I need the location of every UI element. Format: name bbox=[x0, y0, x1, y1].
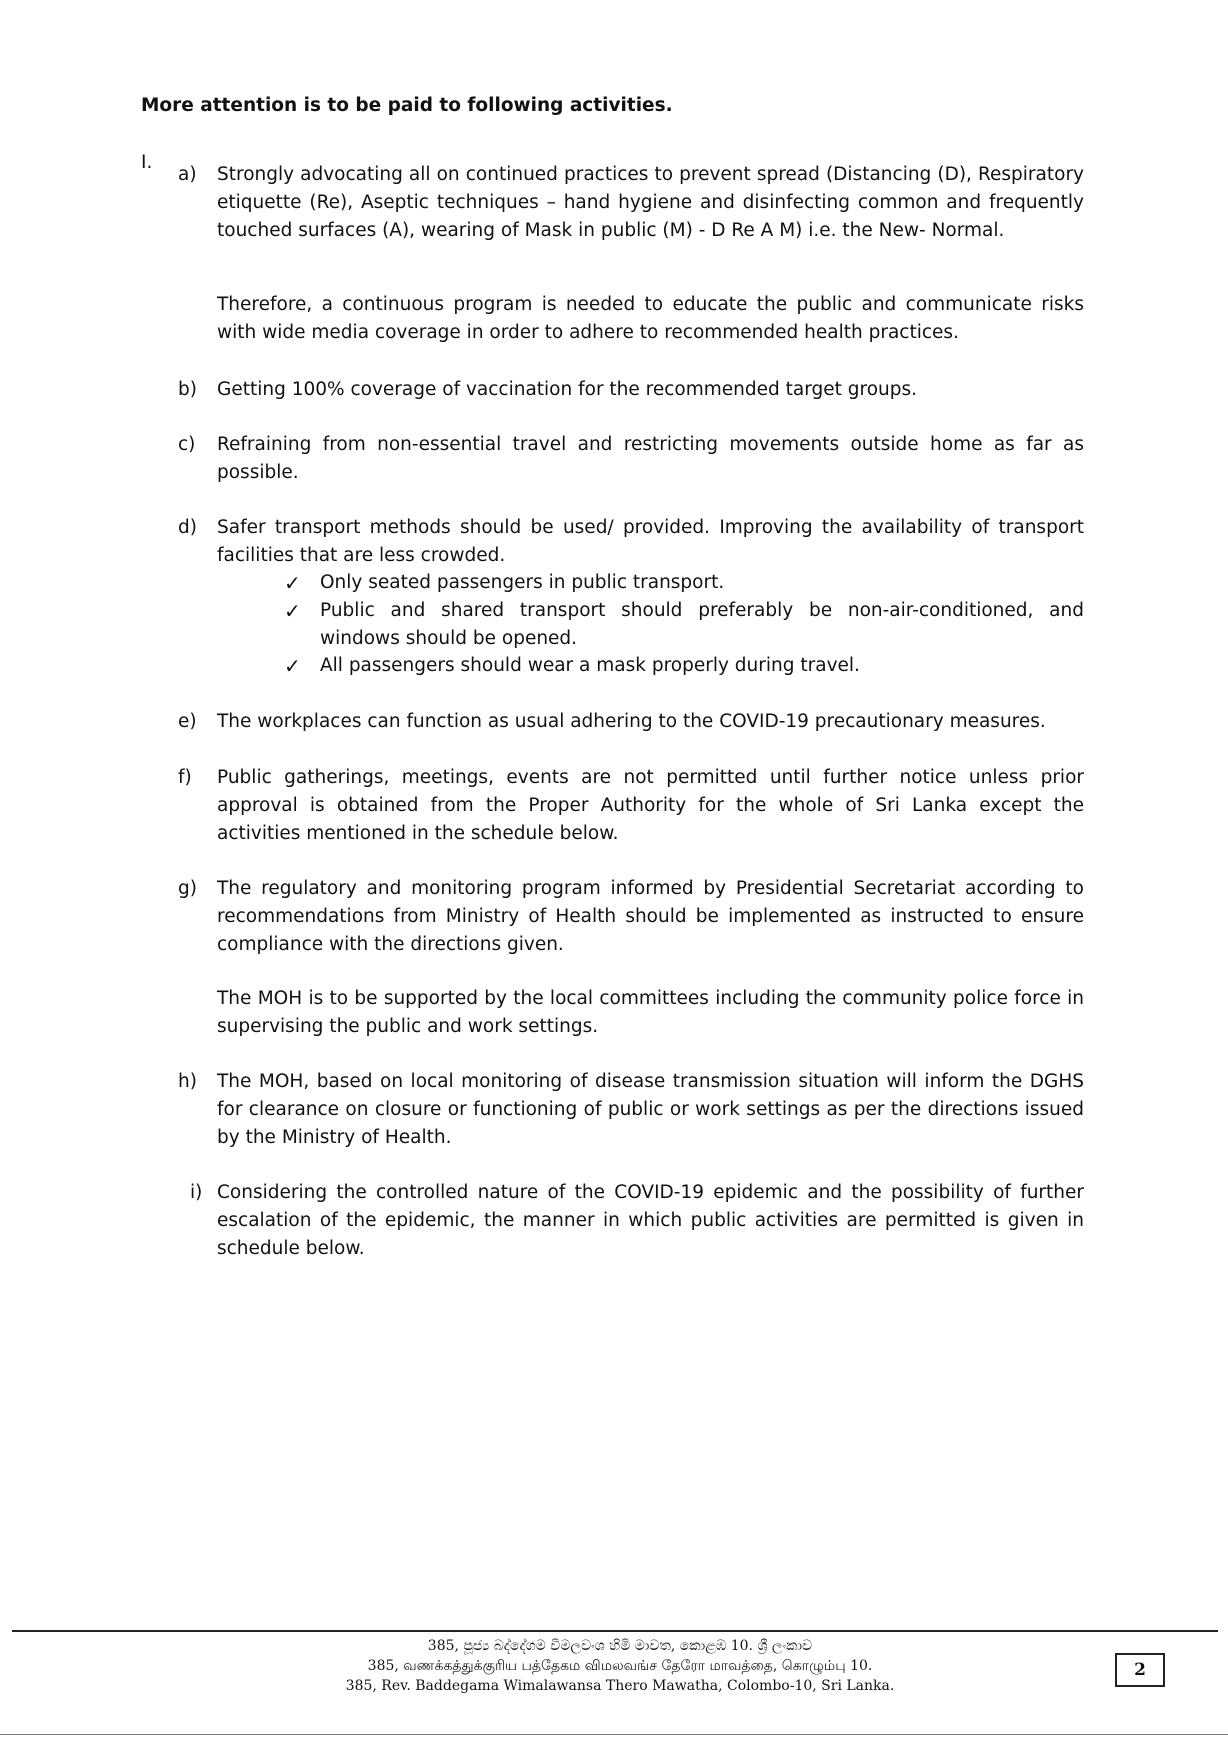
check-item-text: Only seated passengers in public transport. bbox=[320, 572, 725, 593]
item-text: The MOH, based on local monitoring of disease transmission situation will inform the DGHS for clearance on closure or functioning of public or work settings as per the directions issued by the Ministry of Health. bbox=[217, 1071, 1084, 1148]
page-bottom-edge bbox=[0, 1734, 1228, 1735]
item-marker: g) bbox=[178, 878, 197, 899]
list-item-i bbox=[178, 1179, 1084, 1263]
check-item bbox=[284, 597, 1084, 653]
list-item-f bbox=[178, 764, 1084, 848]
item-text: The workplaces can function as usual adhering to the COVID-19 precautionary measures. bbox=[217, 711, 1046, 732]
item-marker: b) bbox=[178, 379, 197, 400]
list-item-c bbox=[178, 431, 1084, 487]
checkmark-icon: ✓ bbox=[284, 654, 301, 678]
checkmark-icon: ✓ bbox=[284, 571, 301, 595]
footer-address-tamil: 385, வணக்கத்துக்குரிய பத்தேகம விமலவங்ச தேரோ மாவத்தை, கொழும்பு 10. bbox=[367, 1658, 873, 1674]
item-marker: d) bbox=[178, 517, 197, 538]
list-item-a bbox=[178, 161, 1084, 245]
item-text: Public gatherings, meetings, events are not permitted until further notice unless prior approval is obtained from the Proper Authority for the whole of Sri Lanka except the activities mentioned in the schedule below. bbox=[217, 767, 1084, 844]
item-g-note: The MOH is to be supported by the local committees including the community police force in supervising the public and work settings. bbox=[217, 988, 1084, 1037]
item-a-note: Therefore, a continuous program is needed to educate the public and communicate risks with wide media coverage in order to adhere to recommended health practices. bbox=[217, 294, 1084, 343]
item-marker: h) bbox=[178, 1071, 197, 1092]
list-item-d bbox=[178, 514, 1084, 570]
footer-divider bbox=[12, 1630, 1218, 1632]
list-item-b bbox=[178, 376, 1084, 404]
check-item-text: All passengers should wear a mask properly during travel. bbox=[320, 655, 860, 676]
item-marker: f) bbox=[178, 767, 192, 788]
item-text: The regulatory and monitoring program informed by Presidential Secretariat according to recommendations from Ministry of Health should be implemented as instructed to ensure compliance with the directions given. bbox=[217, 878, 1084, 955]
item-text: Refraining from non-essential travel and restricting movements outside home as far as possible. bbox=[217, 434, 1084, 483]
item-marker: c) bbox=[178, 434, 196, 455]
item-marker: a) bbox=[178, 164, 197, 185]
item-text: Getting 100% coverage of vaccination for the recommended target groups. bbox=[217, 379, 918, 400]
list-item-g bbox=[178, 875, 1084, 959]
check-item bbox=[284, 569, 1084, 597]
list-item-e bbox=[178, 708, 1084, 736]
page-number: 2 bbox=[1115, 1653, 1165, 1687]
item-marker: i) bbox=[190, 1182, 203, 1203]
item-marker: e) bbox=[178, 711, 197, 732]
footer-address-sinhala: 385, පූජ්‍ය බද්දේගම විමලවංශ හිමි මාවත, කොළඹ 10. ශ්‍රී ලංකාව bbox=[427, 1638, 813, 1654]
section-numeral: I. bbox=[141, 152, 153, 173]
section-heading: More attention is to be paid to following activities. bbox=[141, 95, 673, 116]
check-item bbox=[284, 652, 1084, 680]
footer-address bbox=[260, 1636, 980, 1696]
list-item-h bbox=[178, 1068, 1084, 1152]
checkmark-icon: ✓ bbox=[284, 599, 301, 623]
check-item-text: Public and shared transport should preferably be non-air-conditioned, and windows should be opened. bbox=[320, 600, 1084, 649]
item-text: Strongly advocating all on continued practices to prevent spread (Distancing (D), Respiratory etiquette (Re), Aseptic techniques – hand hygiene and disinfecting common and frequently touched surfaces (A), wearing of Mask in public (M) - D Re A M) i.e. the New- Normal. bbox=[217, 164, 1084, 241]
footer-address-english: 385, Rev. Baddegama Wimalawansa Thero Mawatha, Colombo-10, Sri Lanka. bbox=[345, 1678, 895, 1694]
item-text: Considering the controlled nature of the COVID-19 epidemic and the possibility of further escalation of the epidemic, the manner in which public activities are permitted is given in schedule below. bbox=[217, 1182, 1084, 1259]
item-text: Safer transport methods should be used/ provided. Improving the availability of transport facilities that are less crowded. bbox=[217, 517, 1084, 566]
